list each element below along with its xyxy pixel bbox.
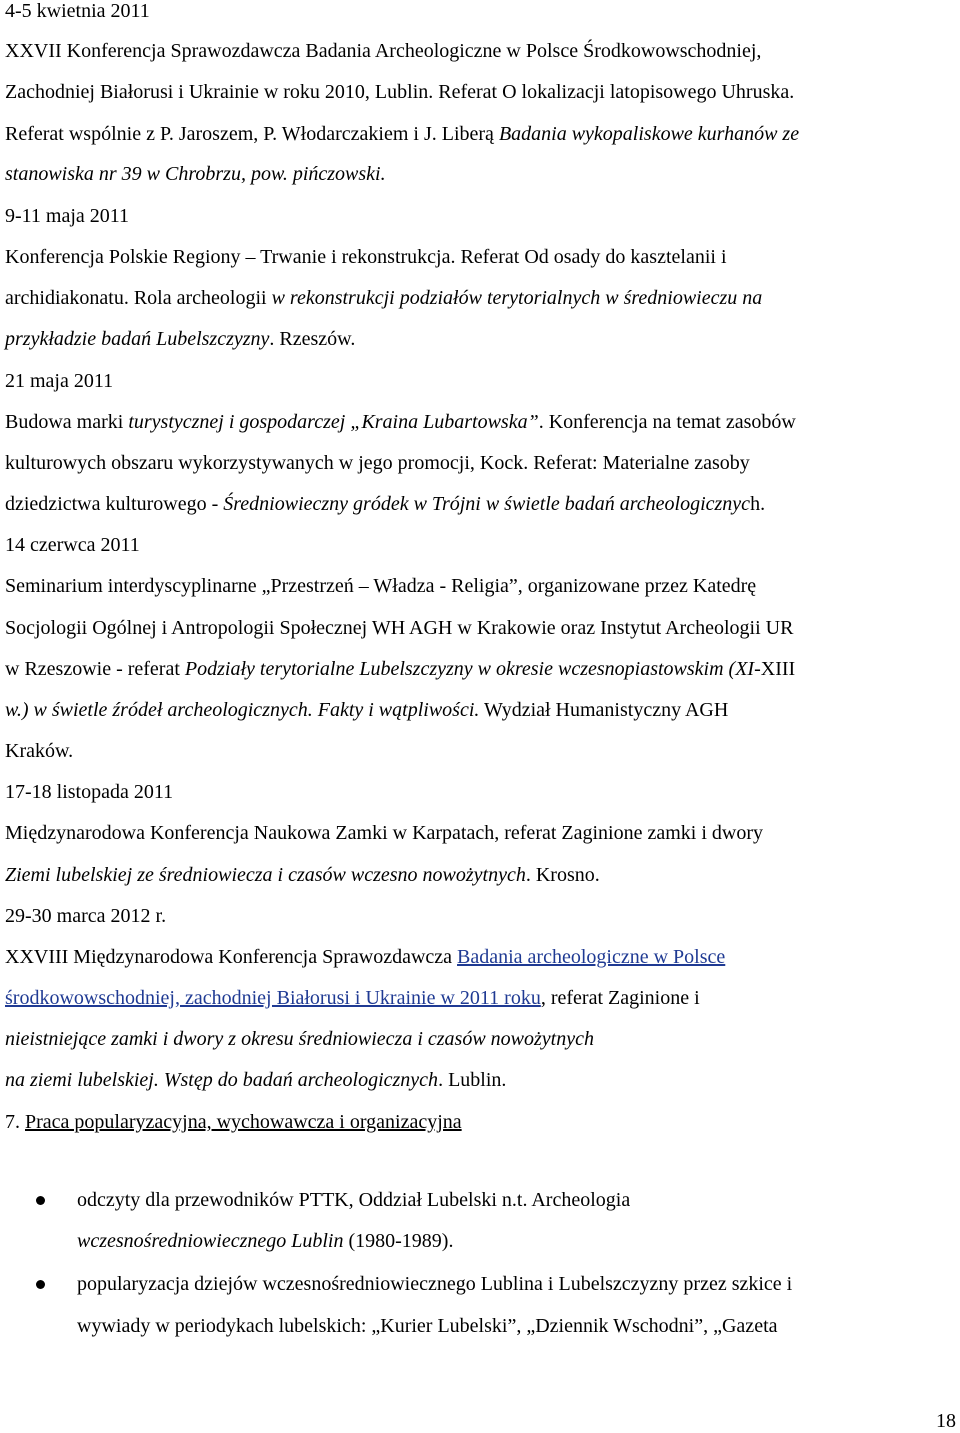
- entry-text: w.) w świetle źródeł archeologicznych. Fakty i wątpliwości. Wydział Humanistyczny AGH: [5, 699, 729, 721]
- entry-text: dziedzictwa kulturowego - Średniowieczny gródek w Trójni w świetle badań archeologicznych.: [5, 493, 766, 515]
- date-heading: 14 czerwca 2011: [5, 534, 140, 556]
- list-item: popularyzacja dziejów wczesnośredniowiecznego Lublina i Lubelszczyzny przez szkice i: [77, 1273, 793, 1295]
- date-heading: 29-30 marca 2012 r.: [5, 905, 167, 927]
- entry-text: na ziemi lubelskiej. Wstęp do badań archeologicznych. Lublin.: [5, 1069, 507, 1091]
- entry-text: w Rzeszowie - referat Podziały terytorialne Lubelszczyzny w okresie wczesnopiastowskim (XI-XIII: [5, 658, 796, 680]
- entry-text: Kraków.: [5, 740, 74, 762]
- entry-text: Ziemi lubelskiej ze średniowiecza i czasów wczesno nowożytnych. Krosno.: [5, 864, 600, 886]
- date-heading: 17-18 listopada 2011: [5, 781, 174, 803]
- entry-text: Seminarium interdyscyplinarne „Przestrzeń – Władza - Religia”, organizowane przez Katedrę: [5, 575, 757, 597]
- entry-text: Socjologii Ogólnej i Antropologii Społecznej WH AGH w Krakowie oraz Instytut Archeologii UR: [5, 617, 794, 639]
- entry-text: Zachodniej Białorusi i Ukrainie w roku 2010, Lublin. Referat O lokalizacji latopisowego Uhruska.: [5, 81, 795, 103]
- bullet-icon: [36, 1196, 45, 1205]
- conference-title-link[interactable]: Badania archeologiczne w Polsce: [457, 946, 726, 968]
- entry-text: nieistniejące zamki i dwory z okresu średniowiecza i czasów nowożytnych: [5, 1028, 594, 1050]
- entry-text: kulturowych obszaru wykorzystywanych w jego promocji, Kock. Referat: Materialne zasoby: [5, 452, 750, 474]
- entry-text: XXVII Konferencja Sprawozdawcza Badania Archeologiczne w Polsce Środkowowschodniej,: [5, 40, 762, 62]
- list-item: odczyty dla przewodników PTTK, Oddział Lubelski n.t. Archeologia: [77, 1189, 631, 1211]
- list-item: wczesnośredniowiecznego Lublin (1980-1989).: [77, 1230, 454, 1252]
- date-heading: 21 maja 2011: [5, 370, 114, 392]
- entry-text: XXVIII Międzynarodowa Konferencja Sprawozdawcza Badania archeologiczne w Polsce: [5, 946, 726, 968]
- entry-text: stanowiska nr 39 w Chrobrzu, pow. pińczowski.: [5, 163, 386, 185]
- page-number: 18: [936, 1410, 956, 1432]
- date-heading: 4-5 kwietnia 2011: [5, 0, 150, 22]
- bullet-icon: [36, 1280, 45, 1289]
- section-heading: 7. Praca popularyzacyjna, wychowawcza i organizacyjna: [5, 1111, 462, 1133]
- entry-text: archidiakonatu. Rola archeologii w rekonstrukcji podziałów terytorialnych w średniowieczu na: [5, 287, 763, 309]
- entry-text: Budowa marki turystycznej i gospodarczej „Kraina Lubartowska”. Konferencja na temat zasobów: [5, 411, 796, 433]
- entry-text: Referat wspólnie z P. Jaroszem, P. Włodarczakiem i J. Liberą Badania wykopaliskowe kurhanów ze: [5, 123, 800, 145]
- conference-title-link[interactable]: środkowowschodniej, zachodniej Białorusi i Ukrainie w 2011 roku: [5, 987, 541, 1009]
- entry-text: Międzynarodowa Konferencja Naukowa Zamki w Karpatach, referat Zaginione zamki i dwory: [5, 822, 764, 844]
- date-heading: 9-11 maja 2011: [5, 205, 130, 227]
- entry-text: przykładzie badań Lubelszczyzny. Rzeszów.: [5, 328, 356, 350]
- list-item: wywiady w periodykach lubelskich: „Kurier Lubelski”, „Dziennik Wschodni”, „Gazeta: [77, 1315, 778, 1337]
- entry-text: Konferencja Polskie Regiony – Trwanie i rekonstrukcja. Referat Od osady do kasztelanii i: [5, 246, 727, 268]
- entry-text: środkowowschodniej, zachodniej Białorusi i Ukrainie w 2011 roku, referat Zaginione i: [5, 987, 700, 1009]
